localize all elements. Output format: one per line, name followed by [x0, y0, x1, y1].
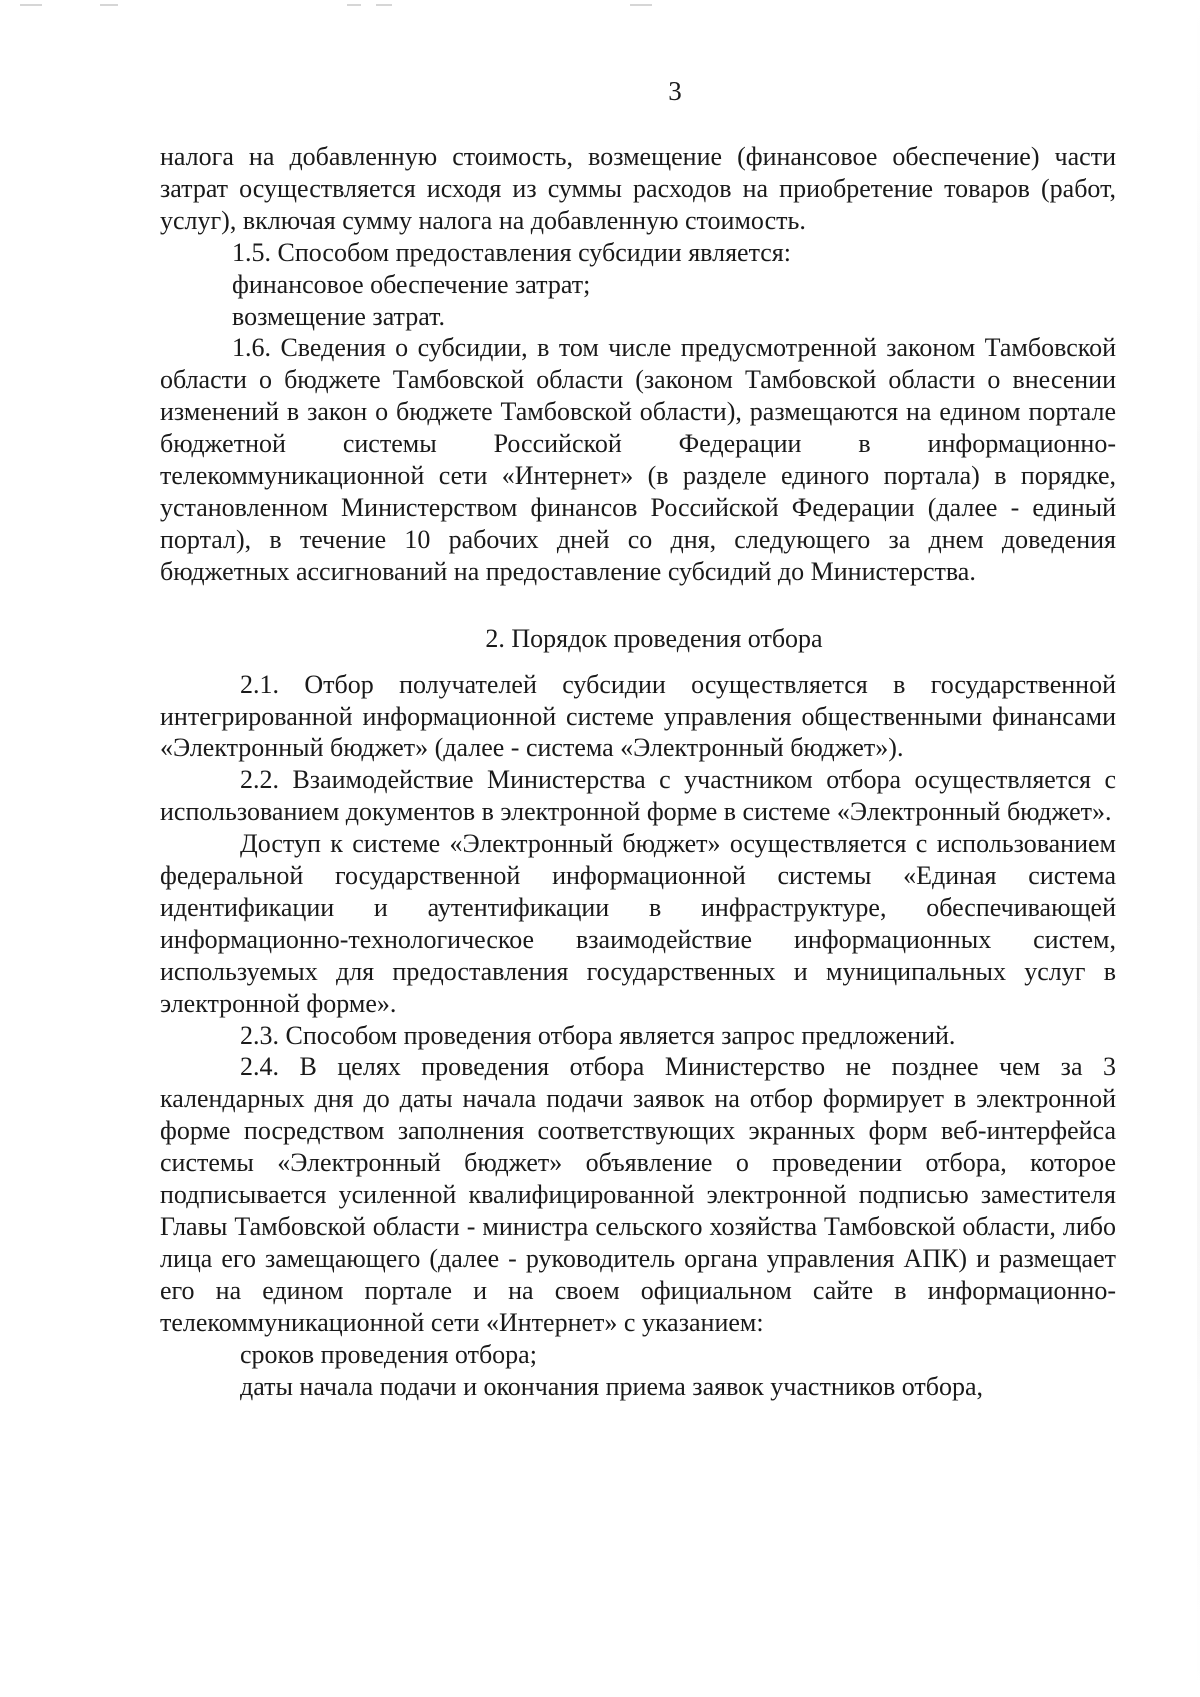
page-number: 3: [668, 76, 682, 106]
paragraph: 2.3. Способом проведения отбора является запрос предложений.: [240, 1020, 956, 1050]
paragraph: Доступ к системе «Электронный бюджет» осуществляется с использованием федеральной государственной информационной системы «Единая система идентификации и аутентификации в инфраструктуре, обеспечивающей информационно-технологическое взаимодействие информационных систем, используемых для предоставления государственных и муниципальных услуг в электронной форме».: [160, 829, 1116, 1018]
paragraph: финансовое обеспечение затрат;: [232, 269, 591, 299]
paragraph: сроков проведения отбора;: [240, 1339, 537, 1369]
paragraph: даты начала подачи и окончания приема заявок участников отбора,: [240, 1371, 984, 1401]
paragraph: возмещение затрат.: [232, 301, 446, 331]
document-body: [160, 141, 1116, 1402]
section-heading: 2. Порядок проведения отбора: [485, 623, 823, 653]
scan-artifacts: [0, 0, 1200, 18]
paragraph: 1.6. Сведения о субсидии, в том числе предусмотренной законом Тамбовской области о бюджете Тамбовской области (законом Тамбовской области о внесении изменений в закон о бюджете Тамбовской области), размещаются на едином портале бюджетной системы Российской Федерации в информационно-телекоммуникационной сети «Интернет» (в разделе единого портала) в порядке, установленном Министерством финансов Российской Федерации (далее - единый портал), в течение 10 рабочих дней со дня, следующего за днем доведения бюджетных ассигнований на предоставление субсидий до Министерства.: [160, 333, 1116, 586]
paragraph: 2.1. Отбор получателей субсидии осуществляется в государственной интегрированной информационной системе управления общественными финансами «Электронный бюджет» (далее - система «Электронный бюджет»).: [160, 669, 1116, 763]
paragraph: 2.4. В целях проведения отбора Министерство не позднее чем за 3 календарных дня до даты начала подачи заявок на отбор формирует в электронной форме посредством заполнения соответствующих экранных форм веб-интерфейса системы «Электронный бюджет» объявление о проведении отбора, которое подписывается усиленной квалифицированной электронной подписью заместителя Главы Тамбовской области - министра сельского хозяйства Тамбовской области, либо лица его замещающего (далее - руководитель органа управления АПК) и размещает его на едином портале и на своем официальном сайте в информационно-телекоммуникационной сети «Интернет» с указанием:: [160, 1052, 1116, 1337]
paragraph: налога на добавленную стоимость, возмещение (финансовое обеспечение) части затрат осуществляется исходя из суммы расходов на приобретение товаров (работ, услуг), включая сумму налога на добавленную стоимость.: [160, 142, 1116, 235]
paragraph: 1.5. Способом предоставления субсидии является:: [232, 237, 791, 267]
paragraph: 2.2. Взаимодействие Министерства с участником отбора осуществляется с использованием документов в электронной форме в системе «Электронный бюджет».: [160, 765, 1116, 827]
